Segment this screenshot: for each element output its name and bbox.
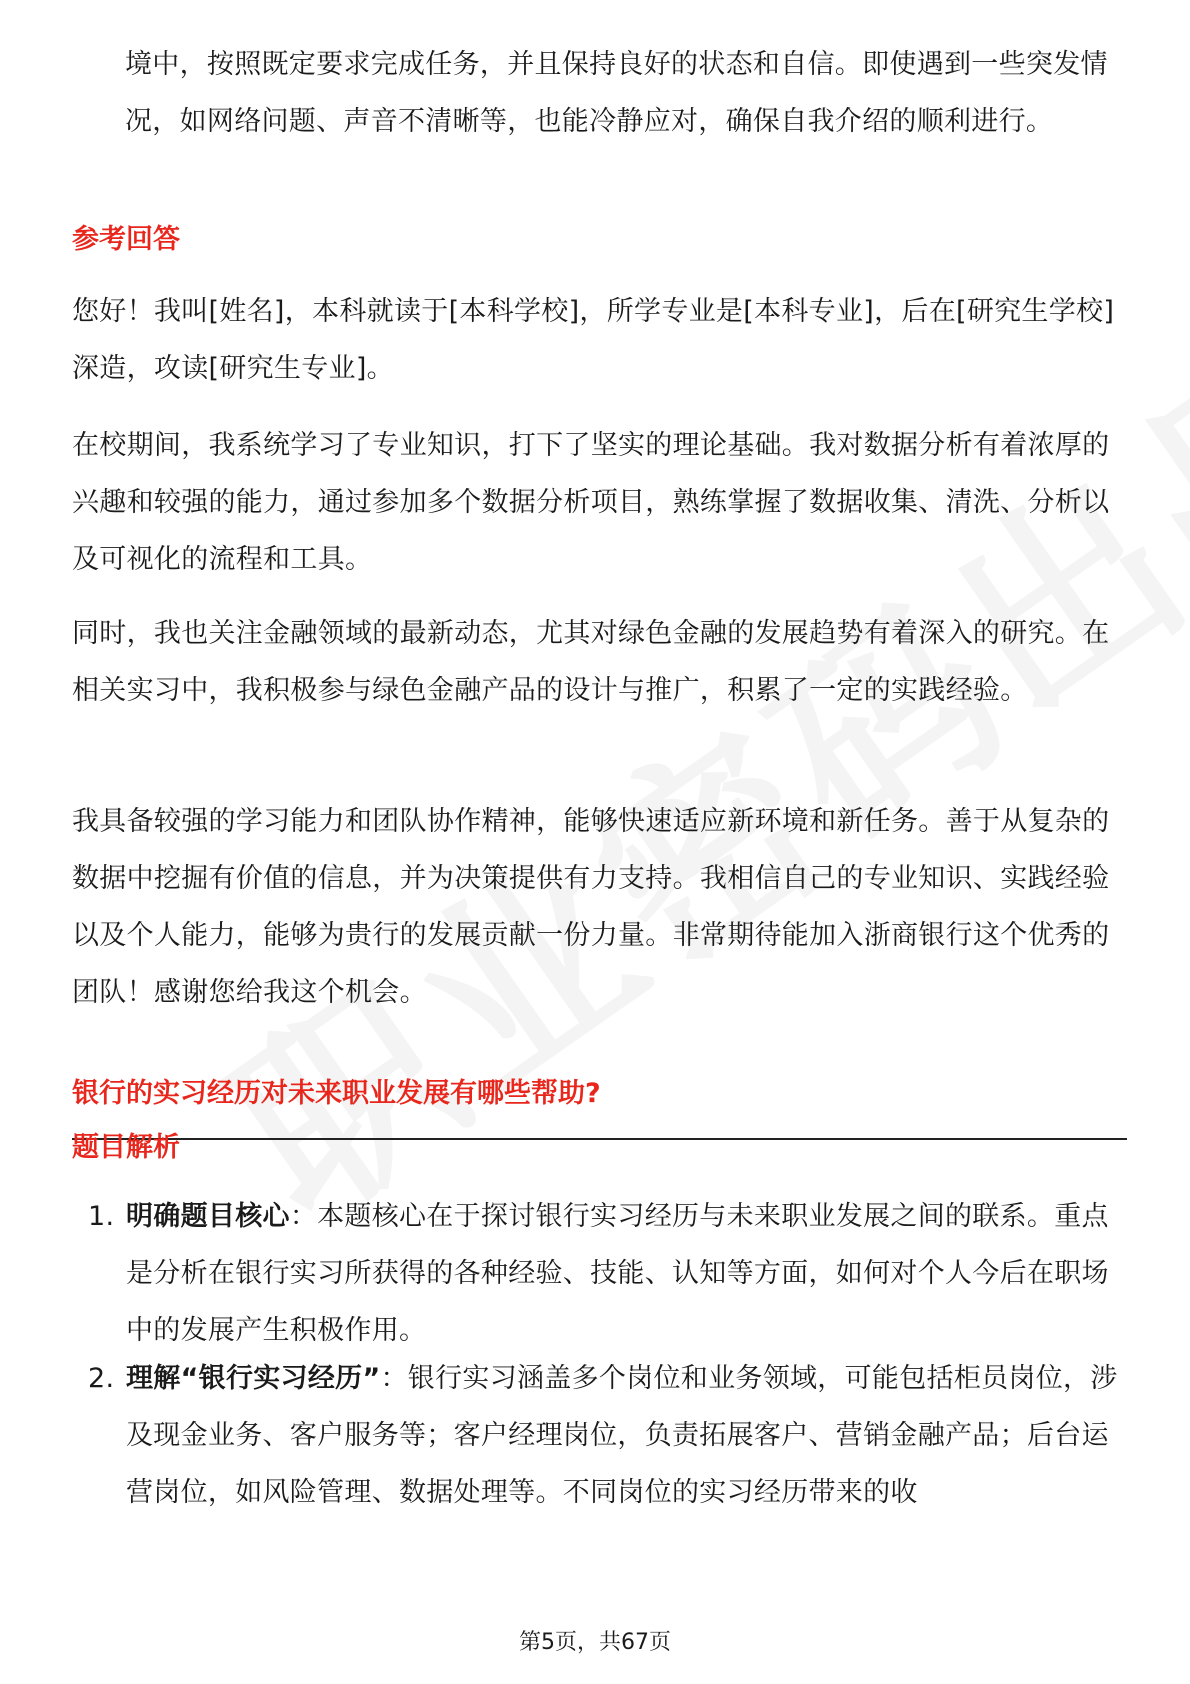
question-title: 银行的实习经历对未来职业发展有哪些帮助?: [72, 1078, 601, 1109]
page-footer: 第5页，共67页: [519, 1630, 671, 1655]
list-item-text: ：本题核心在于探讨银行实习经历与未来职业发展之间的联系。重点是分析在银行实习所获得的各种经验、技能、认知等方面，如何对个人今后在职场中的发展产生积极作用。: [126, 1201, 1109, 1346]
answer-paragraph-3: 同时，我也关注金融领域的最新动态，尤其对绿色金融的发展趋势有着深入的研究。在相关实习中，我积极参与绿色金融产品的设计与推广，积累了一定的实践经验。: [72, 618, 1110, 706]
answer-paragraph-2: 在校期间，我系统学习了专业知识，打下了坚实的理论基础。我对数据分析有着浓厚的兴趣和较强的能力，通过参加多个数据分析项目，熟练掌握了数据收集、清洗、分析以及可视化的流程和工具。: [72, 430, 1110, 575]
intro-paragraph: 境中，按照既定要求完成任务，并且保持良好的状态和自信。即使遇到一些突发情况，如网络问题、声音不清晰等，也能冷静应对，确保自我介绍的顺利进行。: [125, 49, 1108, 137]
answer-paragraph-1: 您好！我叫[姓名]，本科就读于[本科学校]，所学专业是[本科专业]，后在[研究生学校]深造，攻读[研究生专业]。: [72, 296, 1115, 384]
list-number: 2.: [88, 1363, 115, 1394]
list-number: 1.: [88, 1201, 115, 1232]
list-item-body: [126, 1188, 1126, 1359]
list-item-body: [126, 1350, 1126, 1521]
section-divider: [72, 1138, 1127, 1140]
answer-paragraph-4: 我具备较强的学习能力和团队协作精神，能够快速适应新环境和新任务。善于从复杂的数据中挖掘有价值的信息，并为决策提供有力支持。我相信自己的专业知识、实践经验以及个人能力，能够为贵行的发展贡献一份力量。非常期待能加入浙商银行这个优秀的团队！感谢您给我这个机会。: [72, 806, 1110, 1008]
list-item-text: ：银行实习涵盖多个岗位和业务领域，可能包括柜员岗位，涉及现金业务、客户服务等；客户经理岗位，负责拓展客户、营销金融产品；后台运营岗位，如风险管理、数据处理等。不同岗位的实习经历带来的收: [126, 1363, 1118, 1508]
reference-answer-heading: 参考回答: [72, 224, 180, 255]
list-item-bold: 明确题目核心: [126, 1201, 290, 1232]
list-item-bold: 理解“银行实习经历”: [126, 1363, 381, 1394]
analysis-heading: 题目解析: [72, 1132, 180, 1163]
